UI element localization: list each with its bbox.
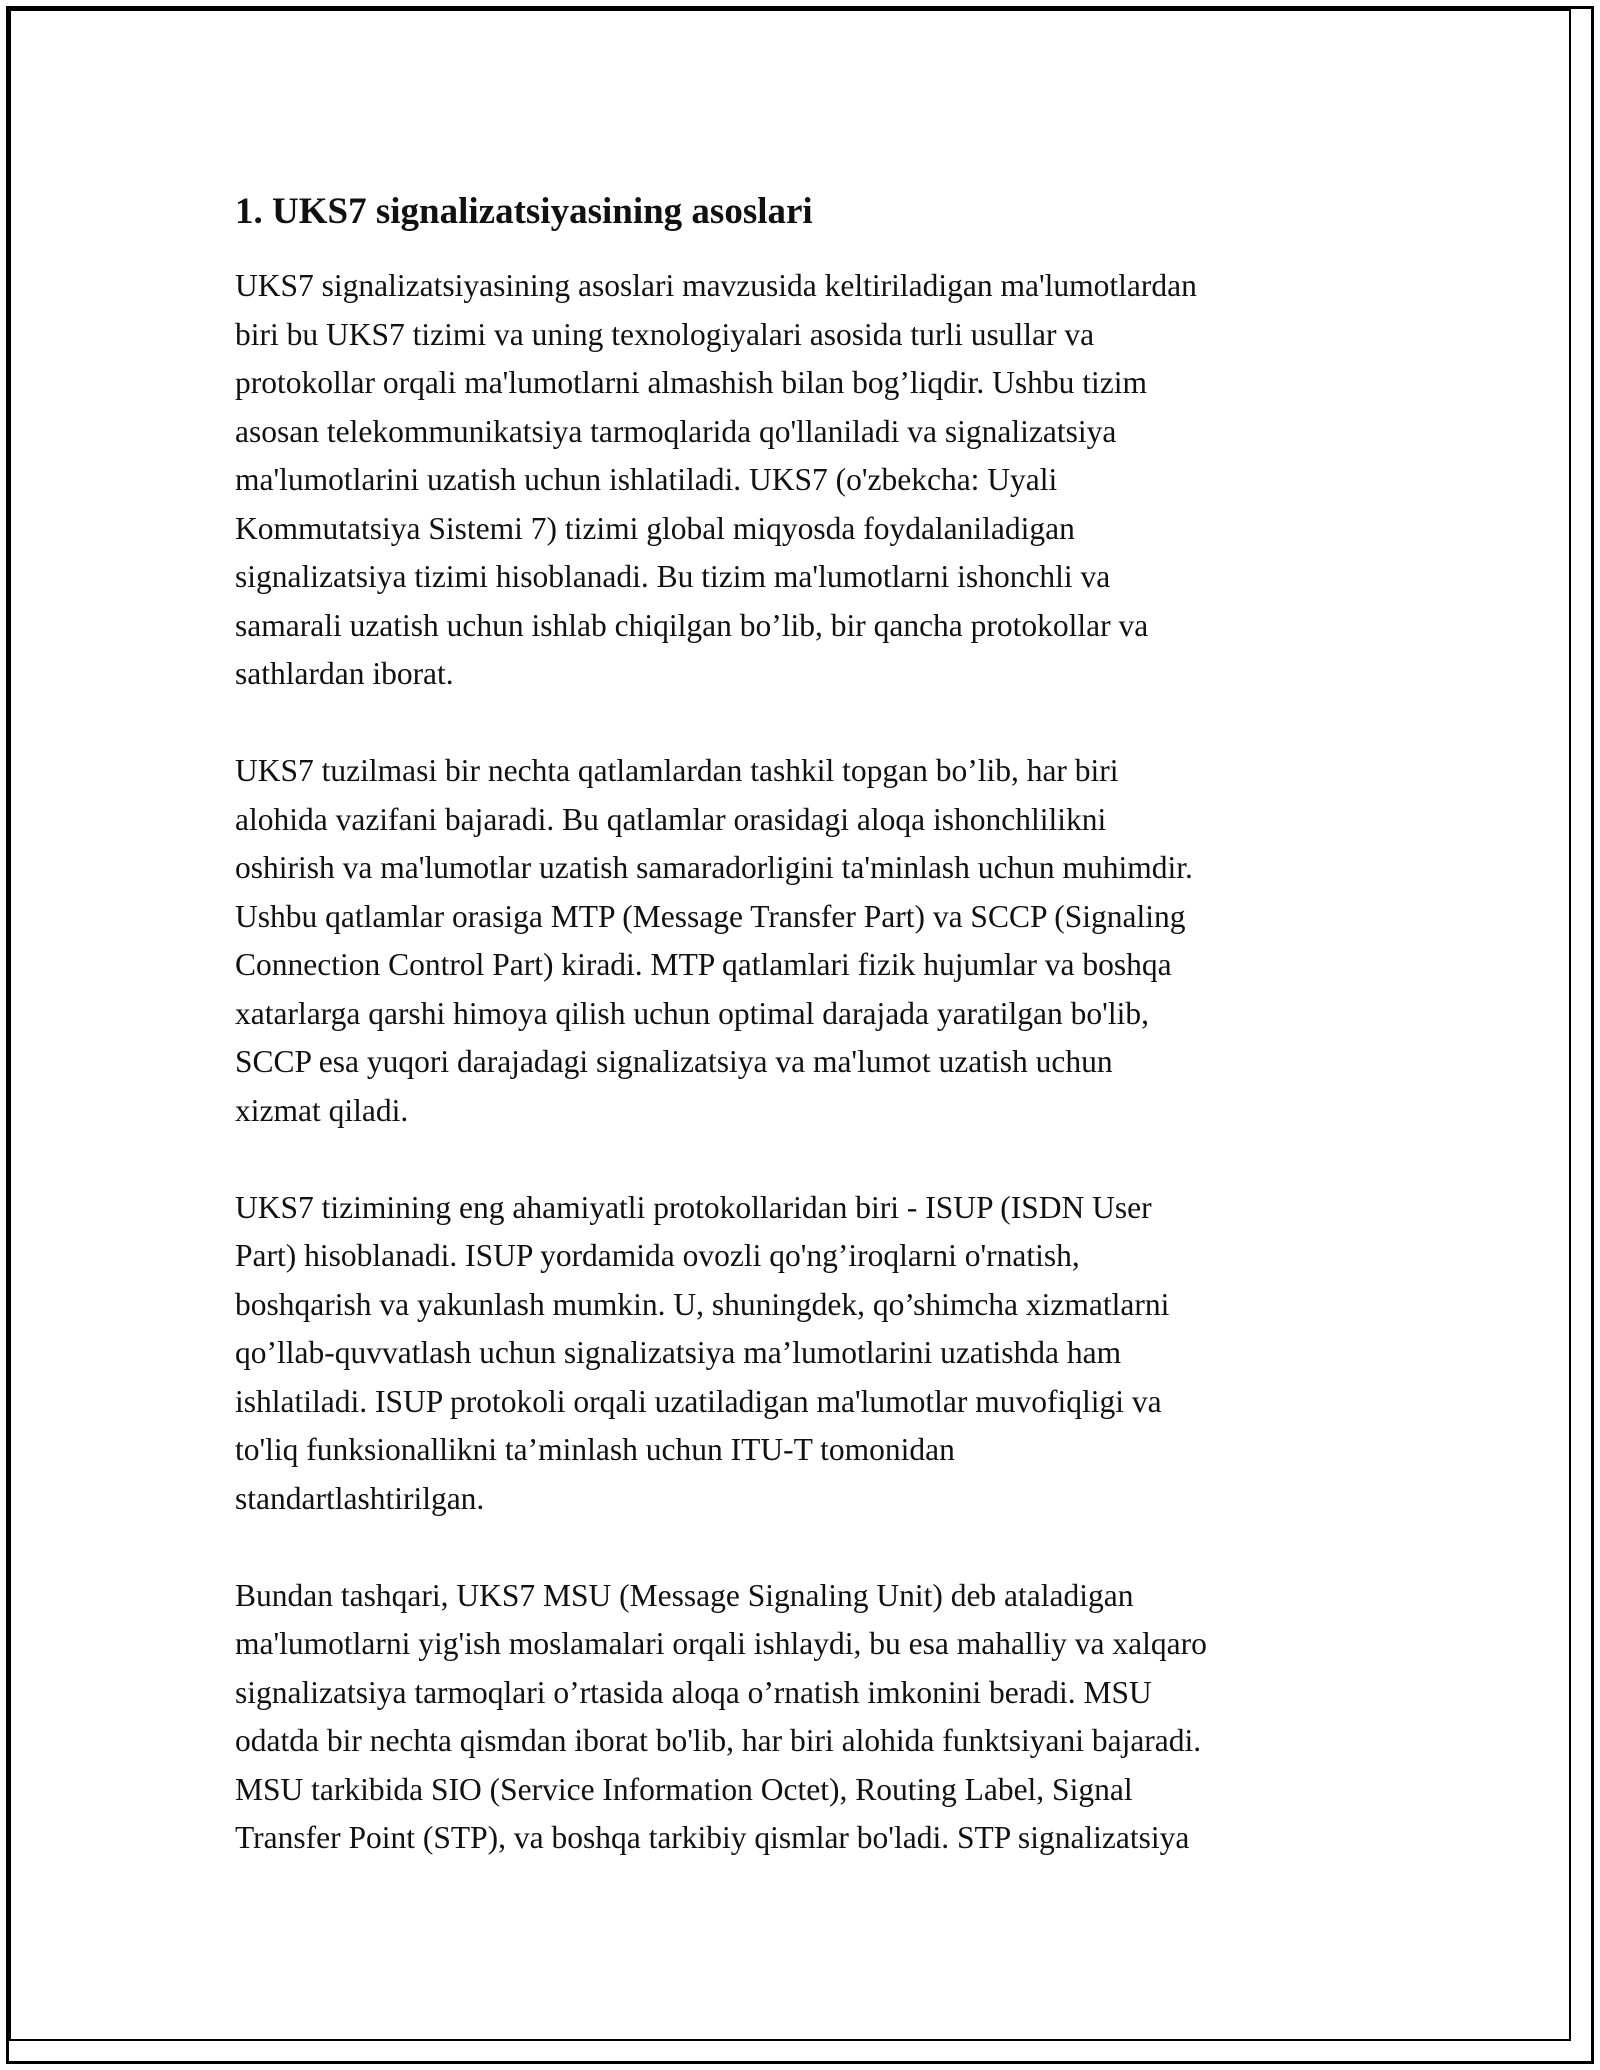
paragraph-3: UKS7 tizimining eng ahamiyatli protokollaridan biri - ISUP (ISDN User Part) hisoblanadi. ISUP yordamida ovozli qo'ng’iroqlarni o'rnatish, boshqarish va yakunlash mumkin. U, shuningdek, qo’shimcha xizmatlarni qo’llab-quvvatlash uchun signalizatsiya ma’lumotlarini uzatishda ham ishlatiladi. ISUP protokoli orqali uzatiladigan ma'lumotlar muvofiqligi va to'liq funksionallikni ta’minlash uchun ITU-T tomonidan standartlashtirilgan. xyxy=(235,1189,1170,1516)
document-body xyxy=(235,186,1375,1911)
section-heading: 1. UKS7 signalizatsiyasining asoslari xyxy=(235,191,813,232)
paragraph-2: UKS7 tuzilmasi bir nechta qatlamlardan tashkil topgan bo’lib, har biri alohida vazifani bajaradi. Bu qatlamlar orasidagi aloqa ishonchlilikni oshirish va ma'lumotlar uzatish samaradorligini ta'minlash uchun muhimdir. Ushbu qatlamlar orasiga MTP (Message Transfer Part) va SCCP (Signaling Connection Control Part) kiradi. MTP qatlamlari fizik hujumlar va boshqa xatarlarga qarshi himoya qilish uchun optimal darajada yaratilgan bo'lib, SCCP esa yuqori darajadagi signalizatsiya va ma'lumot uzatish uchun xizmat qiladi. xyxy=(235,753,1193,1128)
paragraph-1: UKS7 signalizatsiyasining asoslari mavzusida keltiriladigan ma'lumotlardan biri bu UKS7 tizimi va uning texnologiyalari asosida turli usullar va protokollar orqali ma'lumotlarni almashish bilan bog’liqdir. Ushbu tizim asosan telekommunikatsiya tarmoqlarida qo'llaniladi va signalizatsiya ma'lumotlarini uzatish uchun ishlatiladi. UKS7 (o'zbekcha: Uyali Kommutatsiya Sistemi 7) tizimi global miqyosda foydalaniladigan signalizatsiya tizimi hisoblanadi. Bu tizim ma'lumotlarni ishonchli va samarali uzatish uchun ishlab chiqilgan bo’lib, bir qancha protokollar va sathlardan iborat. xyxy=(235,268,1197,691)
paragraph-4: Bundan tashqari, UKS7 MSU (Message Signaling Unit) deb ataladigan ma'lumotlarni yig'ish moslamalari orqali ishlaydi, bu esa mahalliy va xalqaro signalizatsiya tarmoqlari o’rtasida aloqa o’rnatish imkonini beradi. MSU odatda bir nechta qismdan iborat bo'lib, har biri alohida funktsiyani bajaradi. MSU tarkibida SIO (Service Information Octet), Routing Label, Signal Transfer Point (STP), va boshqa tarkibiy qismlar bo'ladi. STP signalizatsiya xyxy=(235,1577,1207,1855)
